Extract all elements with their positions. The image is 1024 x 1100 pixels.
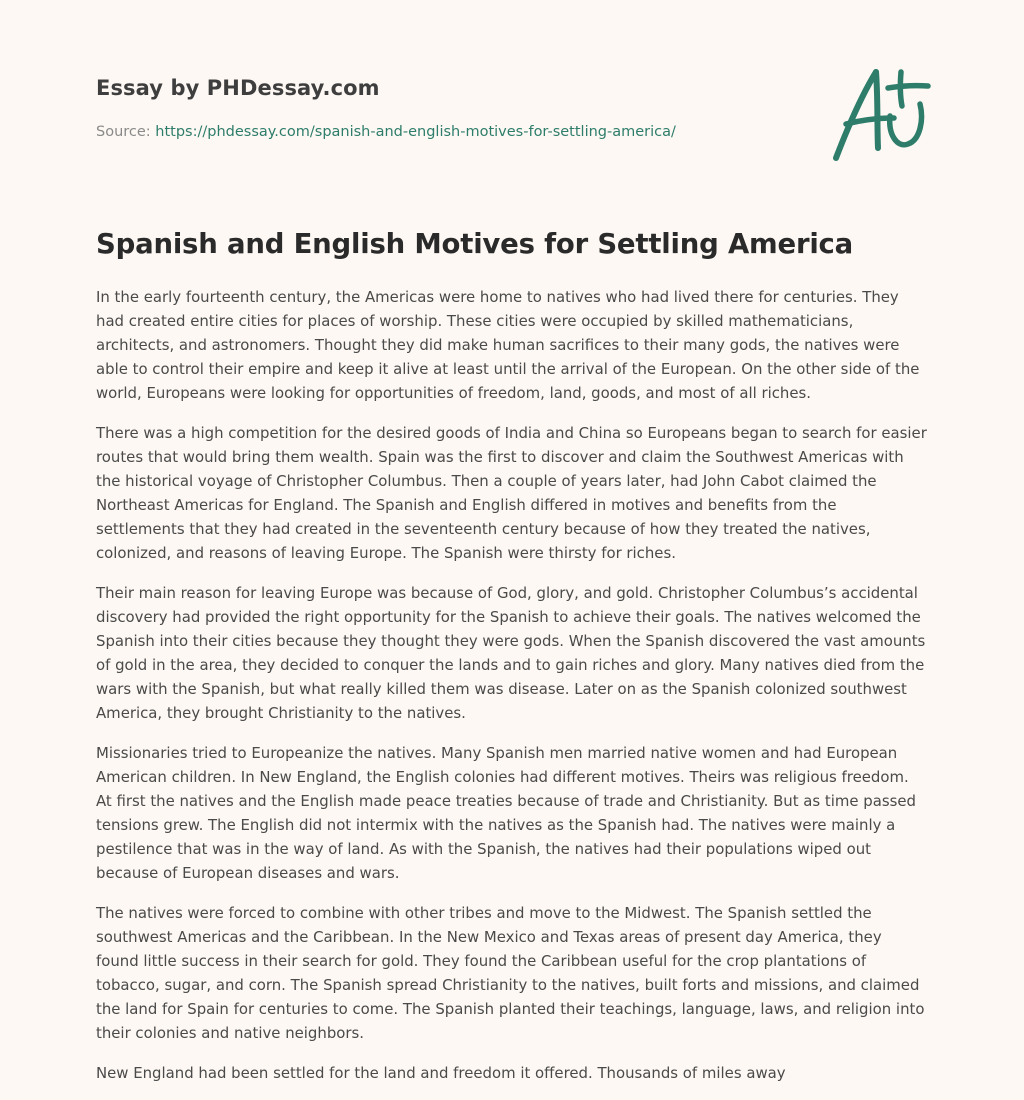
page-header	[96, 0, 928, 185]
article	[96, 227, 928, 1085]
article-title: Spanish and English Motives for Settling America	[96, 228, 854, 260]
essay-paragraph: New England had been settled for the land and freedom it offered. Thousands of miles away	[96, 1064, 786, 1083]
essay-body	[96, 285, 928, 1085]
source-link[interactable]: https://phdessay.com/spanish-and-english-motives-for-settling-america/	[155, 124, 676, 140]
essay-paragraph: The natives were forced to combine with other tribes and move to the Midwest. The Spanish settled the southwest Americas and the Caribbean. In the New Mexico and Texas areas of present day America, they found little success in their search for gold. They found the Caribbean useful for the crop plantations of tobacco, sugar, and corn. The Spanish spread Christianity to the natives, built forts and missions, and claimed the land for Spain for centuries to come. The Spanish planted their teachings, language, laws, and religion into their colonies and native neighbors.	[96, 904, 925, 1043]
source-line	[96, 124, 676, 140]
essay-paragraph: Their main reason for leaving Europe was because of God, glory, and gold. Christopher Columbus’s accidental discovery had provided the right opportunity for the Spanish to achieve their goals. The natives welcomed the Spanish into their cities because they thought they were gods. When the Spanish discovered the vast amounts of gold in the area, they decided to conquer the lands and to gain riches and glory. Many natives died from the wars with the Spanish, but what really killed them was disease. Later on as the Spanish colonized southwest America, they brought Christianity to the natives.	[96, 584, 926, 723]
source-label: Source:	[96, 124, 151, 140]
essay-paragraph: There was a high competition for the desired goods of India and China so Europeans began to search for easier routes that would bring them wealth. Spain was the first to discover and claim the Southwest Americas with the historical voyage of Christopher Columbus. Then a couple of years later, had John Cabot claimed the Northeast Americas for England. The Spanish and English differed in motives and benefits from the settlements that they had created in the seventeenth century because of how they treated the natives, colonized, and reasons of leaving Europe. The Spanish were thirsty for riches.	[96, 424, 927, 563]
essay-paragraph: Missionaries tried to Europeanize the natives. Many Spanish men married native women and had European American children. In New England, the English colonies had different motives. Theirs was religious freedom. At first the natives and the English made peace treaties because of trade and Christianity. But as time passed tensions grew. The English did not intermix with the natives as the Spanish had. The natives were mainly a pestilence that was in the way of land. As with the Spanish, the natives had their populations wiped out because of European diseases and wars.	[96, 744, 916, 883]
site-brand: Essay by PHDessay.com	[96, 76, 380, 100]
essay-paragraph: In the early fourteenth century, the Americas were home to natives who had lived there for centuries. They had created entire cities for places of worship. These cities were occupied by skilled mathematicians, architects, and astronomers. Thought they did make human sacrifices to their many gods, the natives were able to control their empire and keep it alive at least until the arrival of the European. On the other side of the world, Europeans were looking for opportunities of freedom, land, goods, and most of all riches.	[96, 288, 920, 403]
a-plus-logo-icon	[828, 64, 934, 168]
